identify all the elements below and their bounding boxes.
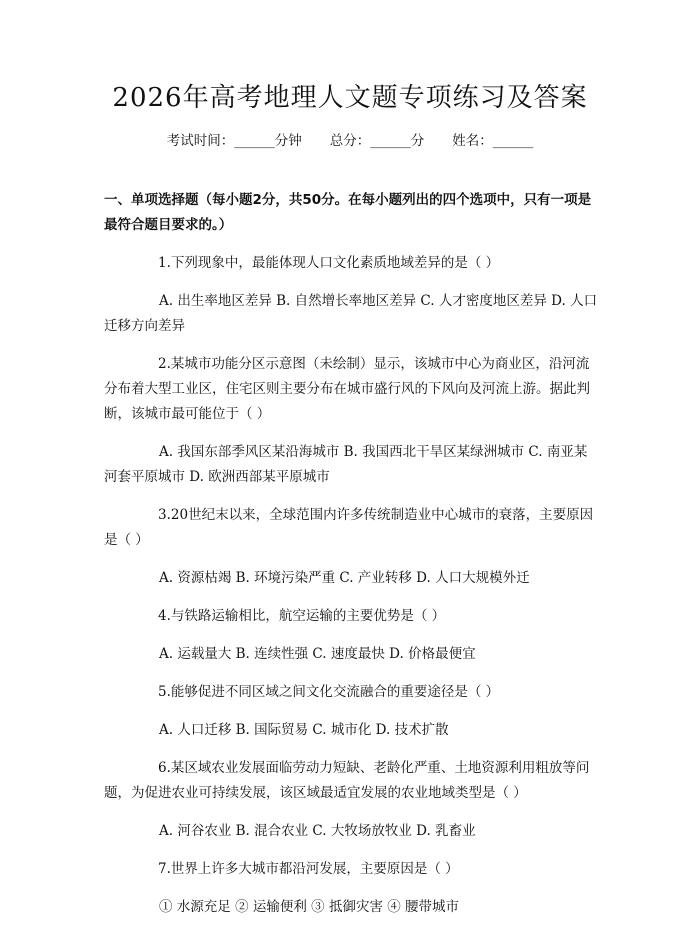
- exam-meta: [0, 131, 700, 151]
- student-name-field: 姓名：______: [452, 133, 534, 149]
- question-stem: 与铁路运输相比，航空运输的主要优势是（ ）: [170, 608, 446, 624]
- question-4: [104, 604, 600, 629]
- question-number: 1.: [158, 255, 171, 271]
- question-stem: 20世纪末以来，全球范围内许多传统制造业中心城市的衰落，主要原因是（ ）: [104, 507, 594, 548]
- question-1-options: A. 出生率地区差异 B. 自然增长率地区差异 C. 人才密度地区差异 D. 人口迁移方向差异: [104, 293, 598, 334]
- section-heading: 一、单项选择题（每小题2分，共50分。在每小题列出的四个选项中，只有一项是最符合题目要求的。）: [104, 192, 592, 233]
- question-stem: 能够促进不同区域之间文化交流融合的重要途径是（ ）: [170, 684, 500, 700]
- question-number: 4.: [158, 608, 171, 624]
- question-number: 7.: [158, 861, 171, 877]
- question-stem: 某城市功能分区示意图（未绘制）显示，该城市中心为商业区，沿河流分布着大型工业区，住宅区则主要分布在城市盛行风的下风向及河流上游。据此判断，该城市最可能位于（ ）: [104, 356, 590, 422]
- question-5: [104, 680, 600, 705]
- page-title: 2026年高考地理人文题专项练习及答案: [112, 83, 588, 113]
- question-2-options: A. 我国东部季风区某沿海城市 B. 我国西北干旱区某绿洲城市 C. 南亚某河套平原城市 D. 欧洲西部某平原城市: [104, 444, 588, 485]
- question-1: [104, 251, 600, 276]
- question-number: 5.: [158, 684, 171, 700]
- question-number: 3.: [158, 507, 171, 523]
- total-score-field: 总分：______分: [329, 133, 425, 149]
- question-5-options: A. 人口迁移 B. 国际贸易 C. 城市化 D. 技术扩散: [159, 722, 449, 738]
- question-number: 6.: [158, 760, 171, 776]
- question-2: [104, 352, 600, 427]
- question-3: [104, 503, 600, 553]
- question-7-options: ① 水源充足 ② 运输便利 ③ 抵御灾害 ④ 腰带城市: [159, 899, 460, 915]
- exam-content: [104, 188, 600, 933]
- question-stem: 下列现象中，最能体现人口文化素质地域差异的是（ ）: [170, 255, 500, 271]
- question-number: 2.: [158, 356, 171, 372]
- question-6-options: A. 河谷农业 B. 混合农业 C. 大牧场放牧业 D. 乳畜业: [159, 823, 476, 839]
- exam-time-field: 考试时间：______分钟: [166, 133, 302, 149]
- question-3-options: A. 资源枯竭 B. 环境污染严重 C. 产业转移 D. 人口大规模外迁: [159, 570, 530, 586]
- question-6: [104, 756, 600, 806]
- question-7: [104, 857, 600, 882]
- question-stem: 某区域农业发展面临劳动力短缺、老龄化严重、土地资源利用粗放等问题，为促进农业可持续发展，该区域最适宜发展的农业地域类型是（ ）: [104, 760, 590, 801]
- question-stem: 世界上许多大城市都沿河发展，主要原因是（ ）: [170, 861, 459, 877]
- question-4-options: A. 运载量大 B. 连续性强 C. 速度最快 D. 价格最便宜: [159, 646, 476, 662]
